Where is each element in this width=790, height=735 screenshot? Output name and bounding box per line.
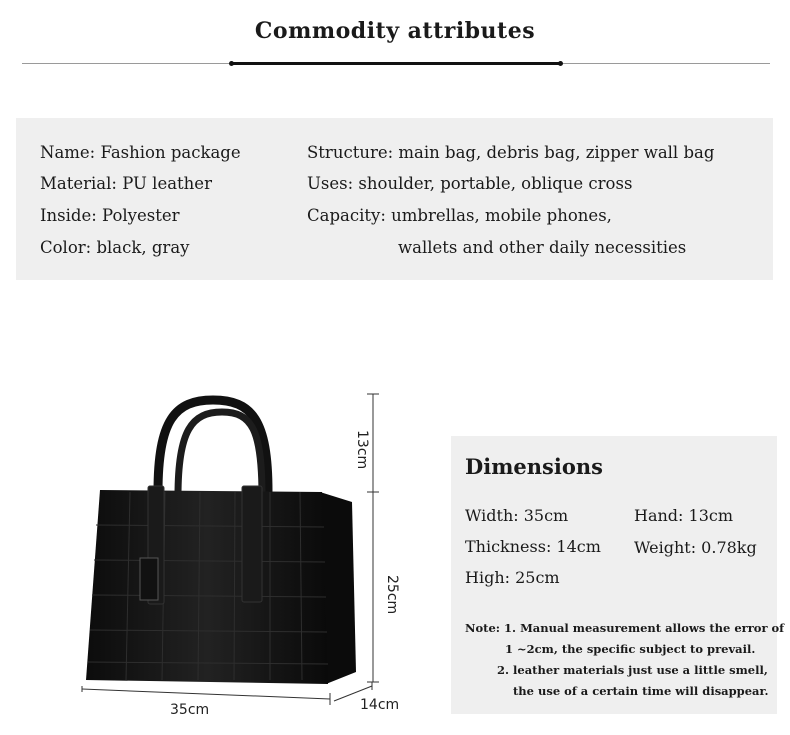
handle-height-label: 13cm — [354, 430, 370, 470]
handbag-illustration — [60, 380, 430, 725]
depth-label: 14cm — [360, 697, 400, 713]
dimensions-panel — [451, 436, 785, 714]
dimensions-title: Dimensions — [465, 454, 603, 479]
attr-capacity-cont: wallets and other daily necessities — [398, 238, 687, 257]
header-accent-dot-right — [558, 61, 563, 66]
attr-structure: Structure: main bag, debris bag, zipper wall bag — [307, 143, 715, 162]
dim-width: Width: 35cm — [465, 506, 569, 525]
note-line-4: the use of a certain time will disappear. — [513, 684, 769, 698]
attr-inside: Inside: Polyester — [40, 206, 180, 225]
dim-weight: Weight: 0.78kg — [634, 538, 757, 557]
bag-strap-right — [242, 486, 262, 602]
header-accent-dot-left — [229, 61, 234, 66]
body-height-label: 25cm — [384, 575, 400, 615]
page-title: Commodity attributes — [254, 18, 536, 44]
attr-capacity: Capacity: umbrellas, mobile phones, — [307, 206, 612, 225]
width-label: 35cm — [170, 702, 210, 718]
note-line-3: 2. leather materials just use a little smell, — [497, 663, 768, 677]
dim-thickness: Thickness: 14cm — [465, 537, 601, 556]
attr-material: Material: PU leather — [40, 174, 212, 193]
dim-hand: Hand: 13cm — [634, 506, 734, 525]
note-line-1: Note: 1. Manual measurement allows the error of — [465, 621, 785, 635]
bag-body — [86, 490, 328, 684]
header-accent-bar — [232, 62, 562, 65]
attributes-panel — [16, 118, 773, 280]
bag-tag — [140, 558, 158, 600]
attr-uses: Uses: shoulder, portable, oblique cross — [307, 174, 633, 193]
attr-color: Color: black, gray — [40, 238, 190, 257]
bag-handle-front — [178, 412, 262, 496]
attr-name: Name: Fashion package — [40, 143, 241, 162]
note-line-2: 1 ~2cm, the specific subject to prevail. — [505, 642, 756, 656]
dim-high: High: 25cm — [465, 568, 560, 587]
